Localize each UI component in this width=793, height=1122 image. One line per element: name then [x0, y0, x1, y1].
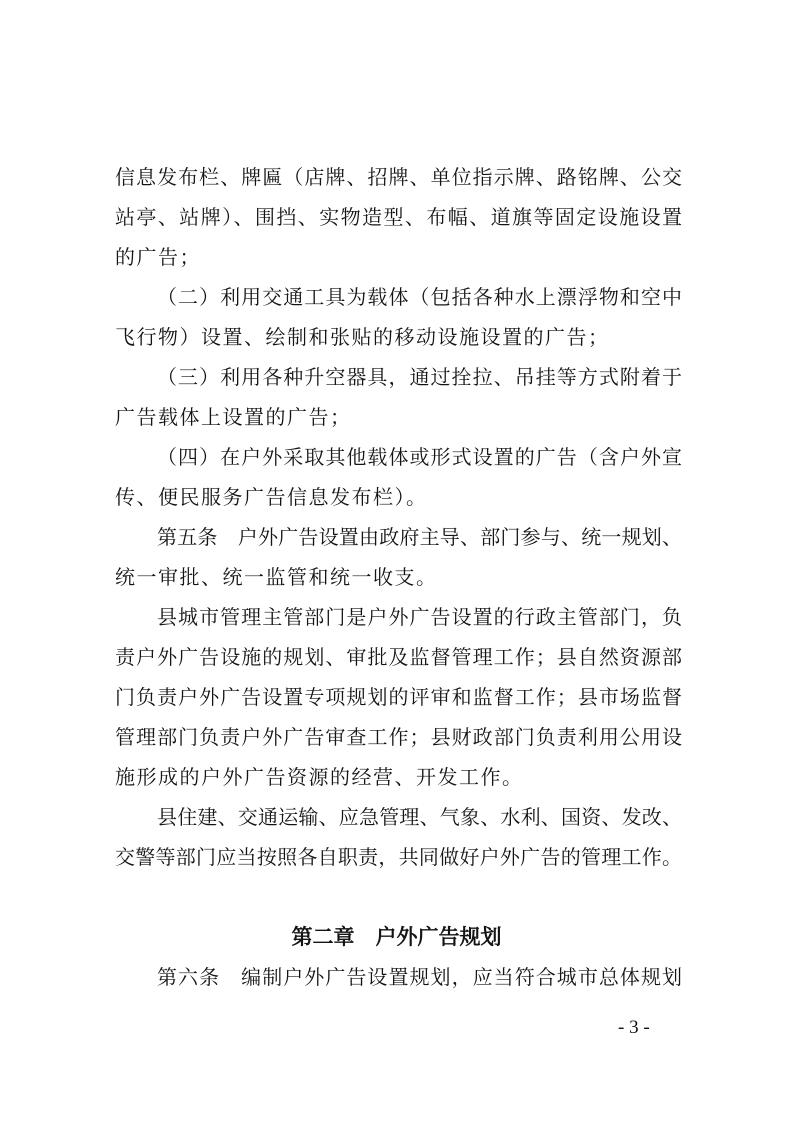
blank-line [115, 877, 682, 917]
chapter-heading: 第二章 户外广告规划 [291, 924, 502, 949]
body-line: 站亭、站牌）、围挡、实物造型、布幅、道旗等固定设施设置 [115, 205, 682, 229]
body-line: （四）在户外采取其他载体或形式设置的广告（含户外宣 [157, 445, 682, 469]
body-line: 交警等部门应当按照各自职责，共同做好户外广告的管理工作。 [115, 845, 682, 869]
body-line: 门负责户外广告设置专项规划的评审和监督工作；县市场监督 [115, 685, 682, 709]
article-5-line: 第五条 户外广告设置由政府主导、部门参与、统一规划、 [157, 525, 682, 549]
body-line: 县住建、交通运输、应急管理、气象、水利、国资、发改、 [157, 805, 682, 829]
body-line: 广告载体上设置的广告； [115, 405, 352, 429]
body-line: 的广告； [115, 245, 201, 269]
body-line: 传、便民服务广告信息发布栏）。 [115, 485, 428, 509]
page-number: - 3 - [618, 1017, 650, 1038]
body-line: 县城市管理主管部门是户外广告设置的行政主管部门，负 [157, 605, 682, 629]
body-line: 统一审批、统一监管和统一收支。 [115, 565, 438, 589]
body-line: 施形成的户外广告资源的经营、开发工作。 [115, 765, 524, 789]
body-line: 管理部门负责户外广告审查工作；县财政部门负责利用公用设 [115, 725, 682, 749]
article-6-line: 第六条 编制户外广告设置规划，应当符合城市总体规划 [157, 965, 682, 989]
body-line: （二）利用交通工具为载体（包括各种水上漂浮物和空中 [157, 285, 682, 309]
document-body [115, 157, 682, 997]
body-line: （三）利用各种升空器具，通过拴拉、吊挂等方式附着于 [157, 365, 682, 389]
body-line: 责户外广告设施的规划、审批及监督管理工作；县自然资源部 [115, 645, 682, 669]
body-line: 信息发布栏、牌匾（店牌、招牌、单位指示牌、路铭牌、公交 [115, 165, 682, 189]
body-line: 飞行物）设置、绘制和张贴的移动设施设置的广告； [115, 325, 610, 349]
